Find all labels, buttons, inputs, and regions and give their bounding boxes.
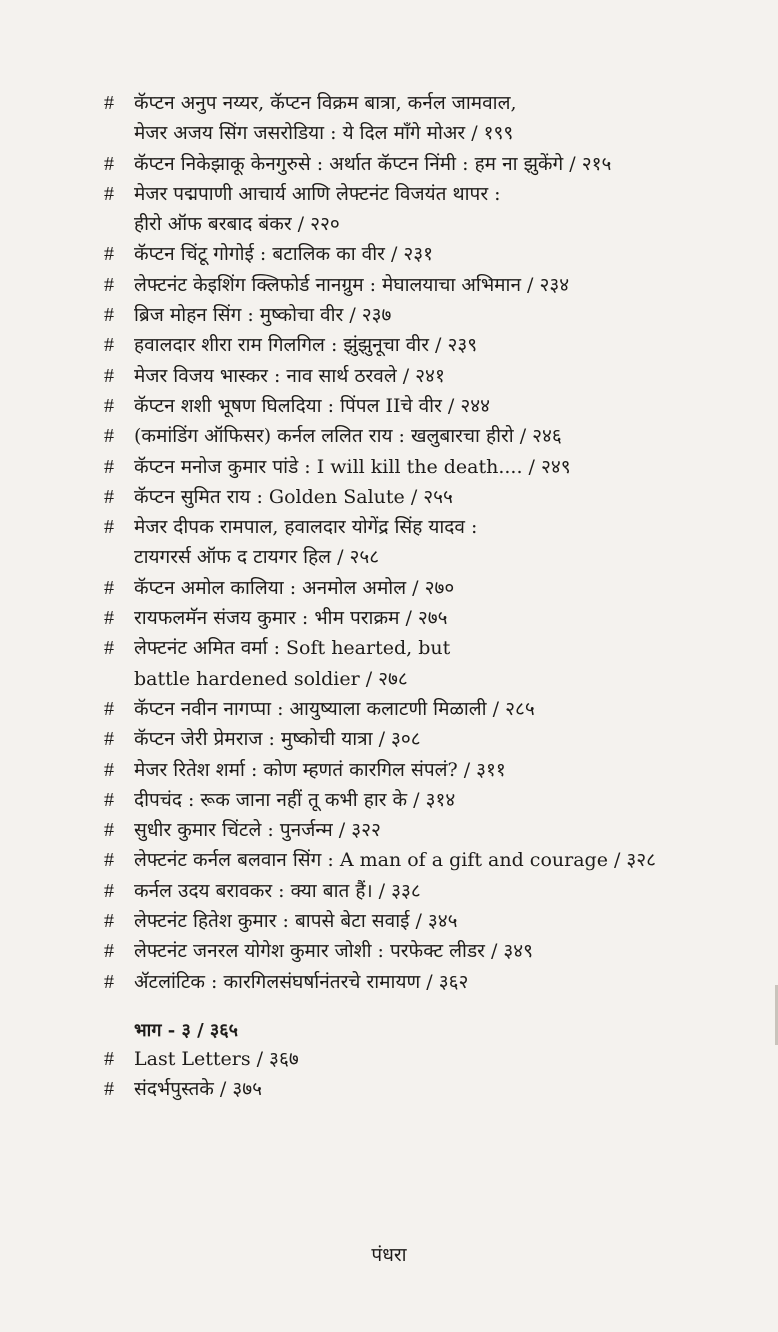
bullet-hash: # <box>104 92 114 114</box>
toc-entry <box>104 512 754 573</box>
bullet-hash: # <box>104 243 114 266</box>
toc-entry <box>104 967 754 997</box>
toc-entry <box>104 1074 754 1104</box>
bullet-hash: # <box>104 819 114 842</box>
toc-entry <box>104 876 754 906</box>
bullet-hash: # <box>104 425 114 448</box>
toc-entry <box>104 300 754 330</box>
toc-entry <box>104 270 754 300</box>
toc-entry <box>104 179 754 240</box>
bullet-hash: # <box>104 364 114 387</box>
toc-entry-text: लेफ्टनंट अमित वर्मा : Soft hearted, but battle hardened soldier / २७८ <box>134 637 451 690</box>
section-heading: भाग - ३ / ३६५ <box>134 1020 239 1041</box>
toc-entry-text: कॅप्टन सुमित राय : Golden Salute / २५५ <box>134 485 453 508</box>
toc-entry <box>104 936 754 966</box>
toc-entry-text: ब्रिज मोहन सिंग : मुष्कोचा वीर / २३७ <box>134 304 392 327</box>
toc-entry <box>104 573 754 603</box>
bullet-hash: # <box>104 607 114 630</box>
bullet-hash: # <box>104 728 114 751</box>
toc-entry <box>104 815 754 845</box>
toc-entry <box>104 421 754 451</box>
toc-entry-text: कॅप्टन निकेझाकू केनगुरुसे : अर्थात कॅप्टन निंमी : हम ना झुकेंगे / २१५ <box>134 152 612 175</box>
toc-entry <box>104 482 754 512</box>
toc-entry-text: लेफ्टनंट केइशिंग क्लिफोर्ड नानग्रुम : मेघालयाचा अभिमान / २३४ <box>134 273 570 296</box>
toc-entry <box>104 785 754 815</box>
toc-entry <box>104 149 754 179</box>
toc-entry <box>104 694 754 724</box>
bullet-hash: # <box>104 304 114 327</box>
toc-entry <box>104 724 754 754</box>
bullet-hash: # <box>104 788 114 811</box>
section-entries <box>104 1044 754 1105</box>
bullet-hash: # <box>104 455 114 478</box>
bullet-hash: # <box>104 1078 114 1101</box>
bullet-hash: # <box>104 940 114 963</box>
toc-entry-text: संदर्भपुस्तके / ३७५ <box>134 1078 263 1101</box>
bullet-hash: # <box>104 637 114 660</box>
toc-entry-text: कर्नल उदय बरावकर : क्या बात हैं। / ३३८ <box>134 879 421 902</box>
toc-entry-text: लेफ्टनंट हितेश कुमार : बापसे बेटा सवाई / ३४५ <box>134 910 458 933</box>
bullet-hash: # <box>104 394 114 417</box>
toc-entry <box>104 603 754 633</box>
bullet-hash: # <box>104 485 114 508</box>
bullet-hash: # <box>104 910 114 933</box>
toc-entry-text: हवालदार शीरा राम गिलगिल : झुंझुनूचा वीर / २३९ <box>134 334 478 357</box>
toc-entry <box>104 330 754 360</box>
toc-entry-text: मेजर दीपक रामपाल, हवालदार योगेंद्र सिंह यादव : टायगरर्स ऑफ द टायगर हिल / २५८ <box>134 516 478 569</box>
toc-entry-text: कॅप्टन मनोज कुमार पांडे : I will kill the death.... / २४९ <box>134 455 571 478</box>
toc-entry-text: कॅप्टन जेरी प्रेमराज : मुष्कोची यात्रा / ३०८ <box>134 728 421 751</box>
toc-entry <box>104 633 754 694</box>
toc-entry-text: ॲटलांटिक : कारगिलसंघर्षानंतरचे रामायण / ३६२ <box>134 970 469 993</box>
toc-entry <box>104 755 754 785</box>
toc-entry <box>104 391 754 421</box>
bullet-hash: # <box>104 182 114 205</box>
bullet-hash: # <box>104 697 114 720</box>
bullet-hash: # <box>104 516 114 539</box>
bullet-hash: # <box>104 970 114 993</box>
toc-entry-text: मेजर पद्मपाणी आचार्य आणि लेफ्टनंट विजयंत थापर : हीरो ऑफ बरबाद बंकर / २२० <box>134 182 501 236</box>
toc-entry-text: कॅप्टन शशी भूषण घिलदिया : पिंपल IIचे वीर / २४४ <box>134 394 490 417</box>
toc-entry-text: रायफलमॅन संजय कुमार : भीम पराक्रम / २७५ <box>134 607 448 630</box>
toc-entry-text: कॅप्टन चिंटू गोगोई : बटालिक का वीर / २३१ <box>134 243 434 266</box>
toc-entry <box>104 1044 754 1074</box>
page-number: पंधरा <box>371 1244 407 1266</box>
toc-entry-text: कॅप्टन अनुप नय्यर, कॅप्टन विक्रम बात्रा, कर्नल जामवाल, मेजर अजय सिंग जसरोडिया : ये दिल माँगे मोअर / १९९ <box>134 92 517 145</box>
toc-entry <box>104 845 754 875</box>
bullet-hash: # <box>104 576 114 599</box>
toc-entry-text: Last Letters / ३६७ <box>134 1048 299 1070</box>
bullet-hash: # <box>104 758 114 781</box>
bullet-hash: # <box>104 849 114 872</box>
bullet-hash: # <box>104 1048 114 1070</box>
toc-entry-text: कॅप्टन अमोल कालिया : अनमोल अमोल / २७० <box>134 576 455 599</box>
toc-entry-text: कॅप्टन नवीन नागप्पा : आयुष्याला कलाटणी मिळाली / २८५ <box>134 697 535 720</box>
toc-entry-text: सुधीर कुमार चिंटले : पुनर्जन्म / ३२२ <box>134 819 381 842</box>
toc-entry-text: मेजर विजय भास्कर : नाव सार्थ ठरवले / २४१ <box>134 364 445 387</box>
toc-entry <box>104 906 754 936</box>
toc-entry <box>104 88 754 149</box>
toc-entry-text: (कमांडिंग ऑफिसर) कर्नल ललित राय : खलुबारचा हीरो / २४६ <box>134 425 562 448</box>
table-of-contents <box>104 88 754 997</box>
bullet-hash: # <box>104 152 114 175</box>
bullet-hash: # <box>104 879 114 902</box>
toc-entry-text: लेफ्टनंट जनरल योगेश कुमार जोशी : परफेक्ट लीडर / ३४९ <box>134 940 534 963</box>
bullet-hash: # <box>104 273 114 296</box>
toc-entry <box>104 452 754 482</box>
toc-entry <box>104 361 754 391</box>
toc-entry-text: दीपचंद : रूक जाना नहीं तू कभी हार के / ३१४ <box>134 788 456 811</box>
toc-entry <box>104 239 754 269</box>
toc-entry-text: मेजर रितेश शर्मा : कोण म्हणतं कारगिल संपलं? / ३११ <box>134 758 506 781</box>
bullet-hash: # <box>104 334 114 357</box>
toc-entry-text: लेफ्टनंट कर्नल बलवान सिंग : A man of a gift and courage / ३२८ <box>134 849 657 872</box>
